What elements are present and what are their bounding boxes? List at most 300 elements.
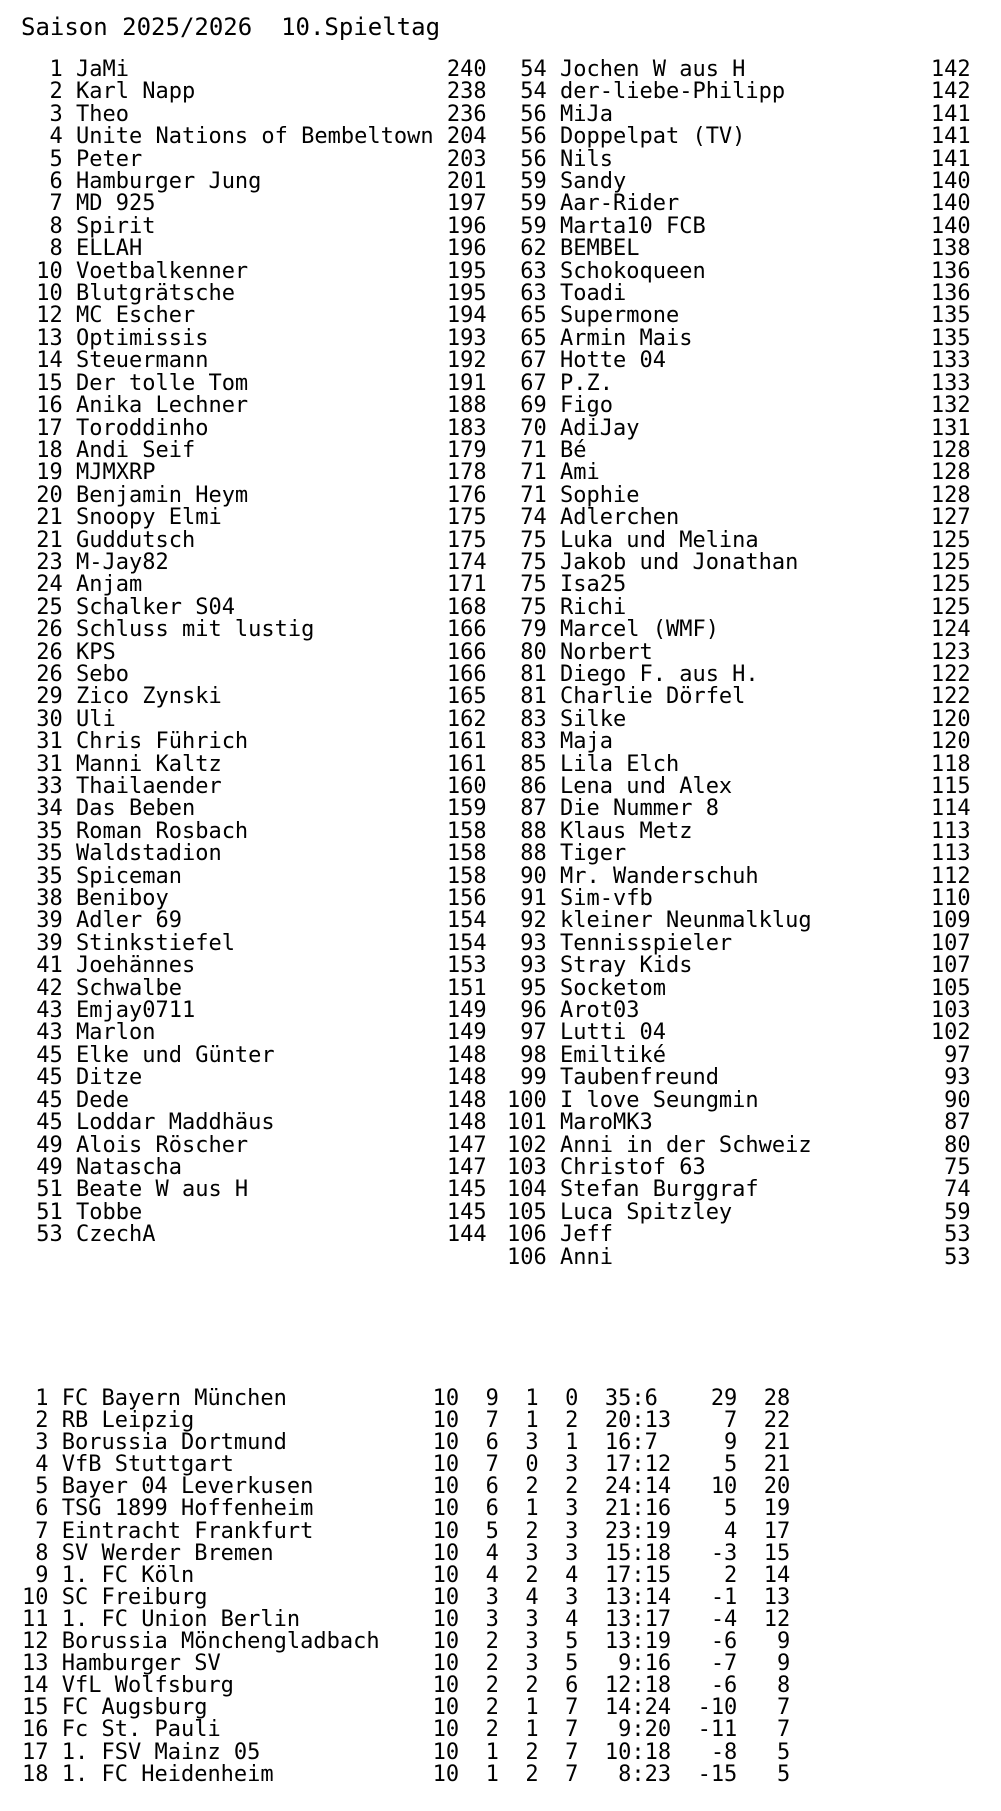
points-cell: 166 [433, 617, 487, 643]
draw-cell: 0 [498, 1452, 539, 1478]
points-cell: 109 [917, 908, 971, 934]
ranking-row [23, 1067, 487, 1089]
ranking-row [23, 731, 487, 753]
rank-cell: 75 [507, 594, 547, 620]
goals-cell: 14:24 [578, 1695, 672, 1721]
draw-cell: 2 [498, 1474, 539, 1500]
name-cell: Marta10 FCB [546, 213, 918, 239]
points-cell: 112 [917, 863, 971, 889]
rank-cell: 91 [507, 886, 547, 912]
goals-cell: 13:19 [578, 1629, 672, 1655]
ranking-row [23, 462, 487, 484]
name-cell: Karl Napp [62, 79, 434, 105]
rank-cell: 88 [507, 841, 547, 867]
name-cell: Beniboy [62, 886, 434, 912]
team-cell: SV Werder Bremen [48, 1540, 433, 1566]
won-cell: 5 [459, 1518, 499, 1544]
lost-cell: 3 [538, 1540, 579, 1566]
rank-cell: 106 [507, 1222, 547, 1248]
rank-cell: 42 [23, 975, 63, 1001]
lost-cell: 7 [538, 1717, 579, 1743]
rank-cell: 105 [507, 1199, 547, 1225]
won-cell: 6 [459, 1496, 499, 1522]
points-cell: 147 [433, 1132, 487, 1158]
won-cell: 2 [459, 1717, 499, 1743]
points-cell: 97 [917, 1042, 971, 1068]
games-cell: 10 [432, 1761, 460, 1787]
name-cell: Manni Kaltz [62, 751, 434, 777]
ranking-row [23, 395, 487, 417]
rank-cell: 4 [23, 124, 63, 150]
ranking-row [507, 482, 971, 508]
ranking-row [507, 395, 971, 417]
points-cell: 140 [917, 191, 971, 217]
draw-cell: 3 [498, 1606, 539, 1632]
rank-cell: 85 [507, 751, 547, 777]
name-cell: Spirit [62, 213, 434, 239]
rank-cell: 18 [22, 1761, 49, 1787]
goals-cell: 13:14 [578, 1584, 672, 1610]
name-cell: Tennisspieler [546, 930, 918, 956]
name-cell: MC Escher [62, 303, 434, 329]
games-cell: 10 [432, 1651, 460, 1677]
rank-cell: 70 [507, 415, 547, 441]
rank-cell: 75 [507, 549, 547, 575]
points-cell: 175 [433, 505, 487, 531]
ranking-column-right [507, 59, 971, 1269]
goals-cell: 23:19 [578, 1518, 672, 1544]
rank-cell: 38 [23, 886, 63, 912]
rank-cell: 81 [507, 661, 547, 687]
name-cell: Alois Röscher [62, 1132, 434, 1158]
team-cell: 1. FC Köln [48, 1562, 433, 1588]
points-cell: 105 [917, 975, 971, 1001]
points-cell: 5 [737, 1761, 791, 1787]
name-cell: Jeff [546, 1222, 918, 1248]
ranking-row [507, 955, 971, 977]
diff-cell: -15 [671, 1761, 738, 1787]
name-cell: Schwalbe [62, 975, 434, 1001]
name-cell: Anni in der Schweiz [546, 1132, 918, 1158]
name-cell: Jochen W aus H [546, 57, 918, 82]
points-cell: 159 [433, 796, 487, 822]
name-cell: Emiltiké [546, 1042, 918, 1068]
points-cell: 107 [917, 953, 971, 979]
team-cell: 1. FSV Mainz 05 [48, 1739, 433, 1765]
diff-cell: 4 [671, 1518, 738, 1544]
points-cell: 74 [917, 1177, 971, 1203]
won-cell: 9 [459, 1386, 499, 1411]
points-cell: 240 [433, 57, 487, 82]
points-cell: 196 [433, 213, 487, 239]
rank-cell: 12 [22, 1629, 49, 1655]
name-cell: M-Jay82 [62, 549, 434, 575]
draw-cell: 2 [498, 1739, 539, 1765]
name-cell: Adler 69 [62, 908, 434, 934]
rank-cell: 10 [22, 1584, 49, 1610]
rank-cell: 17 [22, 1739, 49, 1765]
rank-cell: 26 [23, 617, 63, 643]
points-cell: 125 [917, 594, 971, 620]
points-cell: 115 [917, 774, 971, 799]
ranking-row [507, 1042, 971, 1068]
lost-cell: 6 [538, 1673, 579, 1699]
rank-cell: 95 [507, 975, 547, 1001]
ranking-row [507, 863, 971, 889]
ranking-column-left [23, 59, 487, 1247]
ranking-row [507, 171, 971, 193]
ranking-row [507, 527, 971, 553]
name-cell: Schokoqueen [546, 258, 918, 284]
ranking-row [23, 686, 487, 708]
diff-cell: -6 [671, 1629, 738, 1655]
rank-cell: 10 [23, 281, 63, 307]
points-cell: 125 [917, 549, 971, 575]
page-title: Saison 2025/2026 10.Spieltag [21, 13, 441, 41]
name-cell: Marcel (WMF) [546, 617, 918, 643]
ranking-row [23, 1132, 487, 1158]
name-cell: Unite Nations of Bembeltown [62, 124, 434, 150]
ranking-row [507, 731, 971, 753]
name-cell: Tiger [546, 841, 918, 867]
rank-cell: 33 [23, 774, 63, 799]
games-cell: 10 [432, 1452, 460, 1478]
points-cell: 168 [433, 594, 487, 620]
points-cell: 103 [917, 998, 971, 1024]
points-cell: 156 [433, 886, 487, 912]
draw-cell: 1 [498, 1408, 539, 1434]
rank-cell: 39 [23, 908, 63, 934]
rank-cell: 59 [507, 191, 547, 217]
points-cell: 140 [917, 213, 971, 239]
name-cell: Blutgrätsche [62, 281, 434, 307]
points-cell: 122 [917, 661, 971, 687]
name-cell: Bé [546, 437, 918, 463]
points-cell: 17 [737, 1518, 791, 1544]
points-cell: 21 [737, 1452, 791, 1478]
ranking-row [507, 594, 971, 620]
rank-cell: 45 [23, 1087, 63, 1113]
points-cell: 128 [917, 437, 971, 463]
points-cell: 13 [737, 1584, 791, 1610]
points-cell: 191 [433, 370, 487, 396]
ranking-row [507, 213, 971, 239]
draw-cell: 3 [498, 1430, 539, 1456]
name-cell: Lila Elch [546, 751, 918, 777]
points-cell: 102 [917, 1020, 971, 1046]
points-cell: 138 [917, 236, 971, 262]
rank-cell: 53 [23, 1222, 63, 1248]
name-cell: Mr. Wanderschuh [546, 863, 918, 889]
rank-cell: 23 [23, 549, 63, 575]
rank-cell: 35 [23, 841, 63, 867]
points-cell: 154 [433, 908, 487, 934]
team-cell: VfB Stuttgart [48, 1452, 433, 1478]
team-cell: Borussia Dortmund [48, 1430, 433, 1456]
rank-cell: 17 [23, 415, 63, 441]
points-cell: 148 [433, 1042, 487, 1068]
points-cell: 135 [917, 325, 971, 351]
points-cell: 145 [433, 1199, 487, 1225]
name-cell: Toroddinho [62, 415, 434, 441]
lost-cell: 4 [538, 1562, 579, 1588]
rank-cell: 99 [507, 1065, 547, 1091]
name-cell: Hamburger Jung [62, 169, 434, 195]
name-cell: Beate W aus H [62, 1177, 434, 1203]
points-cell: 120 [917, 729, 971, 755]
rank-cell: 67 [507, 348, 547, 374]
rank-cell: 67 [507, 370, 547, 396]
draw-cell: 2 [498, 1518, 539, 1544]
name-cell: MD 925 [62, 191, 434, 217]
rank-cell: 87 [507, 796, 547, 822]
name-cell: Adlerchen [546, 505, 918, 531]
won-cell: 6 [459, 1430, 499, 1456]
ranking-row [23, 126, 487, 148]
ranking-row [23, 101, 487, 127]
diff-cell: -4 [671, 1606, 738, 1632]
ranking-row [507, 462, 971, 484]
points-cell: 141 [917, 124, 971, 150]
name-cell: Klaus Metz [546, 818, 918, 844]
points-cell: 53 [917, 1222, 971, 1248]
league-row [22, 1476, 790, 1498]
name-cell: Benjamin Heym [62, 482, 434, 508]
points-cell: 9 [737, 1629, 791, 1655]
ranking-row [507, 415, 971, 441]
league-row [22, 1653, 790, 1675]
name-cell: Optimissis [62, 325, 434, 351]
rank-cell: 26 [23, 639, 63, 665]
rank-cell: 59 [507, 169, 547, 195]
name-cell: Lutti 04 [546, 1020, 918, 1046]
diff-cell: 10 [671, 1474, 738, 1500]
league-row [22, 1388, 790, 1410]
ranking-row [507, 1112, 971, 1134]
name-cell: Supermone [546, 303, 918, 329]
name-cell: Figo [546, 393, 918, 419]
games-cell: 10 [432, 1496, 460, 1522]
points-cell: 151 [433, 975, 487, 1001]
points-cell: 193 [433, 325, 487, 351]
rank-cell: 75 [507, 572, 547, 598]
points-cell: 192 [433, 348, 487, 374]
rank-cell: 3 [23, 101, 63, 127]
games-cell: 10 [432, 1606, 460, 1632]
team-cell: Bayer 04 Leverkusen [48, 1474, 433, 1500]
goals-cell: 9:20 [578, 1717, 672, 1743]
points-cell: 110 [917, 886, 971, 912]
name-cell: Ami [546, 460, 918, 486]
points-cell: 142 [917, 57, 971, 82]
points-cell: 53 [917, 1244, 971, 1270]
rank-cell: 75 [507, 527, 547, 553]
goals-cell: 21:16 [578, 1496, 672, 1522]
rank-cell: 45 [23, 1042, 63, 1068]
rank-cell: 31 [23, 751, 63, 777]
won-cell: 2 [459, 1651, 499, 1677]
ranking-row [507, 930, 971, 956]
name-cell: Arot03 [546, 998, 918, 1024]
ranking-row [507, 1154, 971, 1180]
ranking-row [507, 101, 971, 127]
name-cell: Maja [546, 729, 918, 755]
name-cell: MJMXRP [62, 460, 434, 486]
league-row [22, 1606, 791, 1632]
rank-cell: 100 [507, 1087, 547, 1113]
rank-cell: 56 [507, 146, 547, 172]
diff-cell: -11 [671, 1717, 738, 1743]
name-cell: Sandy [546, 169, 918, 195]
points-cell: 238 [433, 79, 487, 105]
ranking-row [23, 527, 487, 553]
lost-cell: 3 [538, 1584, 579, 1610]
name-cell: Dede [62, 1087, 434, 1113]
rank-cell: 2 [23, 79, 63, 105]
points-cell: 122 [917, 684, 971, 710]
ranking-row [507, 238, 971, 260]
rank-cell: 29 [23, 684, 63, 710]
name-cell: Luca Spitzley [546, 1199, 918, 1225]
ranking-row [507, 661, 971, 687]
ranking-row [507, 639, 971, 665]
rank-cell: 69 [507, 393, 547, 419]
ranking-row [23, 1112, 487, 1134]
name-cell: Doppelpat (TV) [546, 124, 918, 150]
rank-cell: 45 [23, 1110, 63, 1136]
points-cell: 161 [433, 751, 487, 777]
points-cell: 175 [433, 527, 487, 553]
rank-cell: 71 [507, 460, 547, 486]
name-cell: Ditze [62, 1065, 434, 1091]
name-cell: Loddar Maddhäus [62, 1110, 434, 1136]
team-cell: RB Leipzig [48, 1408, 433, 1434]
draw-cell: 2 [498, 1562, 539, 1588]
ranking-row [507, 549, 971, 575]
name-cell: Das Beben [62, 796, 434, 822]
name-cell: der-liebe-Philipp [546, 79, 918, 105]
rank-cell: 12 [23, 303, 63, 329]
points-cell: 149 [433, 1020, 487, 1046]
league-row [22, 1584, 791, 1610]
name-cell: Richi [546, 594, 918, 620]
name-cell: Marlon [62, 1020, 434, 1046]
rank-cell: 54 [507, 57, 547, 82]
games-cell: 10 [432, 1474, 460, 1500]
name-cell: Elke und Günter [62, 1042, 434, 1068]
goals-cell: 17:12 [578, 1452, 672, 1478]
goals-cell: 16:7 [578, 1430, 672, 1456]
rank-cell: 2 [22, 1408, 49, 1434]
points-cell: 80 [917, 1132, 971, 1158]
diff-cell: 7 [671, 1408, 738, 1434]
ranking-row [23, 1022, 487, 1044]
name-cell: Armin Mais [546, 325, 918, 351]
points-cell: 9 [737, 1651, 791, 1677]
lost-cell: 2 [538, 1474, 579, 1500]
rank-cell: 16 [22, 1717, 49, 1743]
rank-cell: 96 [507, 998, 547, 1024]
rank-cell: 6 [22, 1496, 49, 1522]
won-cell: 3 [459, 1584, 499, 1610]
points-cell: 236 [433, 101, 487, 127]
ranking-row [23, 350, 487, 372]
rank-cell: 35 [23, 863, 63, 889]
rank-cell: 45 [23, 1065, 63, 1091]
team-cell: Borussia Mönchengladbach [48, 1629, 433, 1655]
diff-cell: -7 [671, 1651, 738, 1677]
rank-cell: 41 [23, 953, 63, 979]
games-cell: 10 [432, 1562, 460, 1588]
name-cell: Andi Seif [62, 437, 434, 463]
points-cell: 15 [737, 1540, 791, 1566]
games-cell: 10 [432, 1518, 460, 1544]
rank-cell: 81 [507, 684, 547, 710]
team-cell: Fc St. Pauli [48, 1717, 433, 1743]
rank-cell: 97 [507, 1020, 547, 1046]
ranking-row [23, 213, 487, 239]
league-row [22, 1675, 790, 1697]
name-cell: P.Z. [546, 370, 918, 396]
points-cell: 124 [917, 617, 971, 643]
name-cell: Stefan Burggraf [546, 1177, 918, 1203]
rank-cell: 49 [23, 1132, 63, 1158]
team-cell: Eintracht Frankfurt [48, 1518, 433, 1544]
ranking-row [507, 619, 971, 641]
points-cell: 133 [917, 370, 971, 396]
rank-cell: 106 [507, 1244, 547, 1270]
name-cell: Guddutsch [62, 527, 434, 553]
lost-cell: 5 [538, 1629, 579, 1655]
points-cell: 153 [433, 953, 487, 979]
points-cell: 5 [737, 1739, 791, 1765]
name-cell: Silke [546, 706, 918, 732]
points-cell: 183 [433, 415, 487, 441]
ranking-row [23, 437, 487, 463]
ranking-row [507, 283, 971, 305]
games-cell: 10 [432, 1386, 460, 1411]
rank-cell: 19 [23, 460, 63, 486]
rank-cell: 83 [507, 706, 547, 732]
points-cell: 93 [917, 1065, 971, 1091]
won-cell: 2 [459, 1695, 499, 1721]
rank-cell: 31 [23, 729, 63, 755]
goals-cell: 17:15 [578, 1562, 672, 1588]
points-cell: 176 [433, 482, 487, 508]
points-cell: 59 [917, 1199, 971, 1225]
points-cell: 148 [433, 1110, 487, 1136]
points-cell: 128 [917, 482, 971, 508]
rank-cell: 26 [23, 661, 63, 687]
points-cell: 19 [737, 1496, 791, 1522]
name-cell: Sophie [546, 482, 918, 508]
name-cell: ELLAH [62, 236, 434, 262]
name-cell: Thailaender [62, 774, 434, 799]
games-cell: 10 [432, 1584, 460, 1610]
ranking-row [507, 1199, 971, 1225]
points-cell: 118 [917, 751, 971, 777]
rank-cell: 7 [22, 1518, 49, 1544]
points-cell: 145 [433, 1177, 487, 1203]
team-cell: FC Bayern München [48, 1386, 433, 1411]
name-cell: Aar-Rider [546, 191, 918, 217]
ranking-row [507, 59, 971, 81]
rank-cell: 35 [23, 818, 63, 844]
points-cell: 195 [433, 281, 487, 307]
league-row [22, 1719, 790, 1741]
name-cell: Voetbalkenner [62, 258, 434, 284]
rank-cell: 30 [23, 706, 63, 732]
